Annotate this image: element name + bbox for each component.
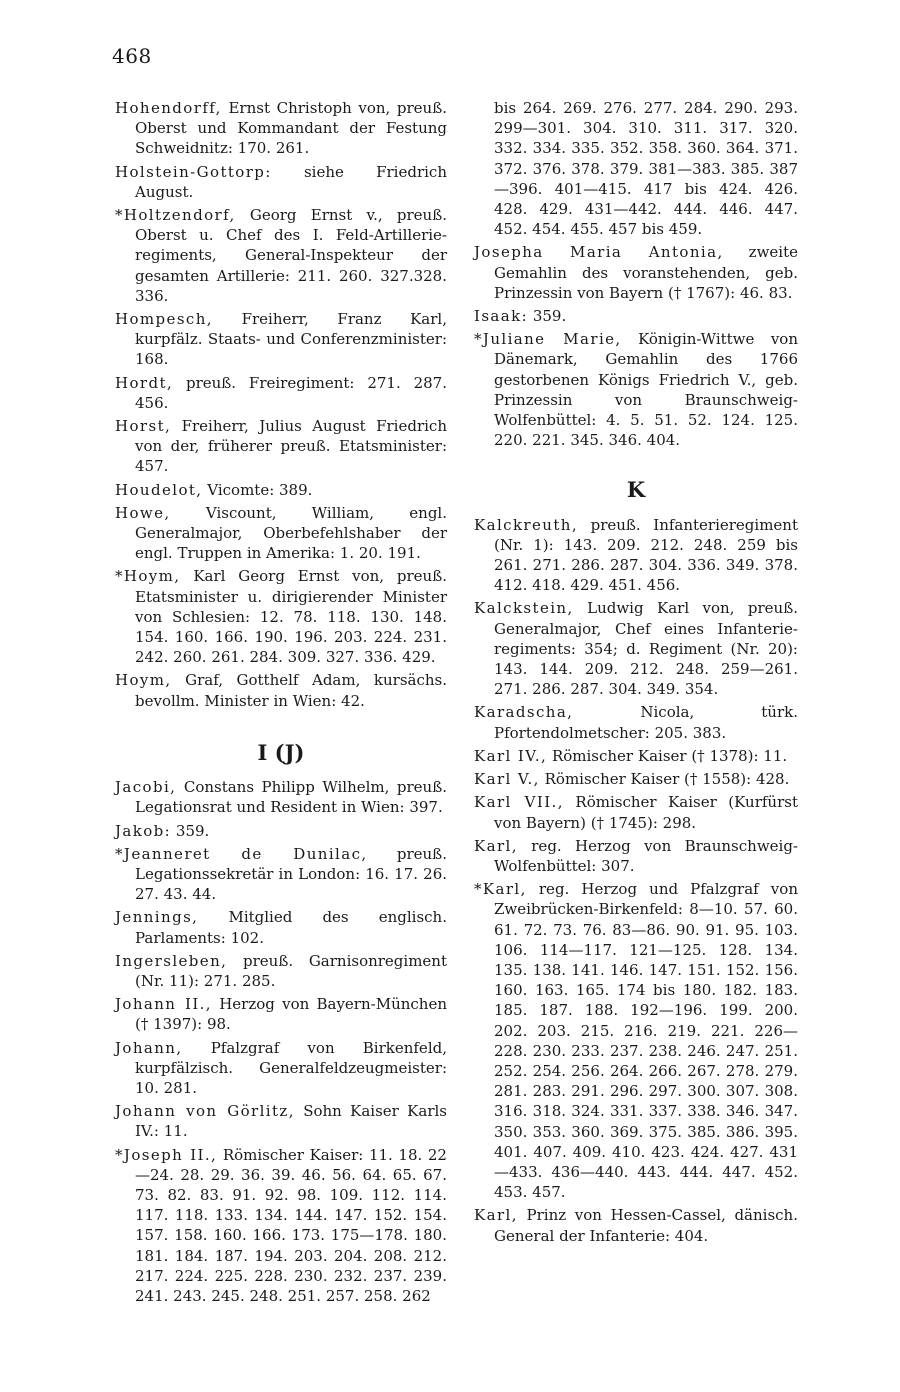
entry-text: Römischer Kaiser († 1558): 428. <box>544 770 790 789</box>
index-entry <box>474 746 798 766</box>
index-entry <box>115 98 447 159</box>
entry-text: preuß. Legationssekretär in London: 16. 17. 26. 27. 43. 44. <box>135 844 447 904</box>
entry-heading: Horst, <box>115 417 172 436</box>
entry-heading: *Juliane Marie, <box>474 330 622 349</box>
entry-heading: Hordt, <box>115 373 174 392</box>
left-column <box>115 98 447 1309</box>
entry-heading: Johann, <box>115 1038 183 1057</box>
index-entry <box>474 515 798 596</box>
index-entry <box>115 821 447 841</box>
entry-heading: Karadscha, <box>474 703 574 722</box>
index-entry <box>474 598 798 699</box>
index-entry <box>474 769 798 789</box>
entry-text: siehe Friedrich August. <box>135 162 447 201</box>
index-entry <box>115 480 447 500</box>
entry-heading: *Joseph II., <box>115 1145 218 1164</box>
entry-heading: Jakob: <box>115 821 172 840</box>
entry-heading: Johann von Görlitz, <box>115 1102 295 1121</box>
section-heading-k: K <box>626 477 646 503</box>
index-entry <box>474 306 798 326</box>
entry-text: 359. <box>532 307 567 326</box>
index-entry <box>115 994 447 1034</box>
index-entry <box>115 1038 447 1099</box>
index-entry <box>115 777 447 817</box>
index-entry <box>115 373 447 413</box>
page-number: 468 <box>112 44 152 68</box>
entry-heading: *Karl, <box>474 880 527 899</box>
index-list-j <box>474 242 798 450</box>
index-list-i <box>115 777 447 1306</box>
entry-heading: Karl V., <box>474 770 540 789</box>
entry-text: Nicola, türk. Pfortendolmetscher: 205. 383. <box>494 703 798 742</box>
entry-text: preuß. Garnisonregiment (Nr. 11): 271. 285. <box>135 951 447 990</box>
index-list-h <box>115 98 447 711</box>
entry-text: Prinz von Hessen-Cassel, dänisch. General der Infanterie: 404. <box>494 1206 798 1245</box>
entry-heading: Kalckstein, <box>474 599 574 618</box>
entry-text: Sohn Kaiser Karls IV.: 11. <box>135 1102 447 1141</box>
entry-heading: Karl, <box>474 836 518 855</box>
entry-text: Römischer Kaiser († 1378): 11. <box>551 746 788 765</box>
entry-heading: Kalckreuth, <box>474 515 579 534</box>
entry-text: Graf, Gotthelf Adam, kursächs. bevollm. Minister in Wien: 42. <box>135 671 447 710</box>
index-entry <box>115 670 447 710</box>
index-entry <box>115 205 447 306</box>
index-entry <box>115 503 447 564</box>
entry-text: Römischer Kaiser (Kurfürst von Bayern) († 1745): 298. <box>494 793 798 832</box>
entry-heading: Josepha Maria Antonia, <box>474 243 724 262</box>
index-entry <box>115 1101 447 1141</box>
entry-heading: Hohendorff, <box>115 99 222 117</box>
index-entry <box>474 836 798 876</box>
entry-heading: Howe, <box>115 503 171 522</box>
entry-text: Pfalzgraf von Birkenfeld, kurpfälzisch. Generalfeldzeugmeister: 10. 281. <box>135 1038 447 1097</box>
entry-text: Viscount, William, engl. Generalmajor, Oberbefehlshaber der engl. Truppen in Amerika: 1. 20. 191. <box>135 503 447 563</box>
entry-heading: Isaak: <box>474 307 529 326</box>
entry-text: 359. <box>175 821 210 840</box>
entry-text: Mitglied des englisch. Parlaments: 102. <box>135 908 447 947</box>
entry-text: Karl Georg Ernst von, preuß. Etatsminister u. dirigierender Minister von Schlesien: 12. 78. 118. 130. 148. 154. 160. 166. 190. 196. 203. 224. 231. 242. 260. 261. 284. 309. 327. 336. 429. <box>135 567 447 667</box>
entry-text: Georg Ernst v., preuß. Oberst u. Chef des I. Feld-Artillerie-regiments, General-Inspekteur der gesamten Artillerie: 211. 260. 327.328. 336. <box>135 206 447 305</box>
entry-text: Ludwig Karl von, preuß. Generalmajor, Chef eines Infanterie-regiments: 354; d. Regiment (Nr. 20): 143. 144. 209. 212. 248. 259—261. 271. 286. 287. 304. 349. 354. <box>494 599 798 699</box>
index-entry <box>115 309 447 370</box>
entry-heading: *Holtzendorf, <box>115 206 236 225</box>
entry-text: Freiherr, Franz Karl, kurpfälz. Staats- und Conferenzminister: 168. <box>135 310 447 369</box>
entry-text: Herzog von Bayern-München († 1397): 98. <box>135 995 447 1034</box>
entry-heading: Johann II., <box>115 995 212 1014</box>
entry-heading: Houdelot, <box>115 480 203 499</box>
right-column <box>474 98 798 1249</box>
entry-heading: Karl IV., <box>474 746 548 765</box>
continuation-entry: bis 264. 269. 276. 277. 284. 290. 293. 299—301. 304. 310. 311. 317. 320. 332. 334. 335. 352. 358. 360. 364. 371. 372. 376. 378. 379. 381—383. 385. 387—396. 401—415. 417 bis 424. 426. 428. 429. 431—442. 444. 446. 447. 452. 454. 455. 457 bis 459. <box>494 99 798 239</box>
entry-text: preuß. Infanterieregiment (Nr. 1): 143. 209. 212. 248. 259 bis 261. 271. 286. 287. 304. 336. 349. 378. 412. 418. 429. 451. 456. <box>494 515 798 595</box>
index-entry <box>115 907 447 947</box>
index-entry <box>474 879 798 1202</box>
entry-heading: Jacobi, <box>115 778 177 797</box>
entry-text: Römischer Kaiser: 11. 18. 22—24. 28. 29. 36. 39. 46. 56. 64. 65. 67. 73. 82. 83. 91. 92. 98. 109. 112. 114. 117. 118. 133. 134. 144. 147. 152. 154. 157. 158. 160. 166. 173. 175—178. 180. 181. 184. 187. 194. 203. 204. 208. 212. 217. 224. 225. 228. 230. 232. 237. 239. 241. 243. 245. 248. 251. 257. 258. 262 <box>135 1145 447 1305</box>
entry-text: reg. Herzog von Braunschweig-Wolfenbüttel: 307. <box>494 836 798 875</box>
entry-text: Constans Philipp Wilhelm, preuß. Legationsrat und Resident in Wien: 397. <box>135 778 447 817</box>
entry-text: Ernst Christoph von, preuß. Oberst und Kommandant der Festung Schweidnitz: 170. 261. <box>135 99 447 158</box>
index-entry <box>115 162 447 202</box>
entry-text: Königin-Wittwe von Dänemark, Gemahlin des 1766 gestorbenen Königs Friedrich V., geb. Prinzessin von Braunschweig-Wolfenbüttel: 4. 5. 51. 52. 124. 125. 220. 221. 345. 346. 404. <box>494 330 798 450</box>
entry-heading: Hoym, <box>115 671 172 690</box>
index-entry <box>474 1205 798 1245</box>
entry-heading: Holstein-Gottorp: <box>115 162 272 181</box>
entry-text: Vicomte: 389. <box>207 480 313 499</box>
entry-heading: Jennings, <box>115 908 199 927</box>
entry-heading: Karl, <box>474 1206 518 1225</box>
index-list-k <box>474 515 798 1246</box>
index-entry <box>115 566 447 667</box>
entry-heading: *Hoym, <box>115 567 181 586</box>
index-entry <box>115 844 447 905</box>
section-heading-i: I (J) <box>257 739 305 765</box>
index-entry <box>474 242 798 303</box>
index-entry <box>474 329 798 450</box>
index-entry <box>474 792 798 832</box>
entry-text: zweite Gemahlin des voranstehenden, geb. Prinzessin von Bayern († 1767): 46. 83. <box>494 243 798 302</box>
index-entry <box>115 1145 447 1307</box>
index-entry <box>115 416 447 477</box>
entry-text: reg. Herzog und Pfalzgraf von Zweibrücken-Birkenfeld: 8—10. 57. 60. 61. 72. 73. 76. 83—86. 90. 91. 95. 103. 106. 114—117. 121—125. 128. 134. 135. 138. 141. 146. 147. 151. 152. 156. 160. 163. 165. 174 bis 180. 182. 183. 185. 187. 188. 192—196. 199. 200. 202. 203. 215. 216. 219. 221. 226—228. 230. 233. 237. 238. 246. 247. 251. 252. 254. 256. 264. 266. 267. 278. 279. 281. 283. 291. 296. 297. 300. 307. 308. 316. 318. 324. 331. 337. 338. 346. 347. 350. 353. 360. 369. 375. 385. 386. 395. 401. 407. 409. 410. 423. 424. 427. 431—433. 436—440. 443. 444. 447. 452. 453. 457. <box>494 880 798 1202</box>
entry-heading: Ingersleben, <box>115 951 228 970</box>
index-entry <box>474 702 798 742</box>
entry-heading: Karl VII., <box>474 793 564 812</box>
entry-text: preuß. Freiregiment: 271. 287. 456. <box>135 373 447 412</box>
entry-heading: Hompesch, <box>115 310 213 329</box>
entry-text: Freiherr, Julius August Friedrich von der, früherer preuß. Etatsminister: 457. <box>135 417 447 476</box>
index-entry <box>115 951 447 991</box>
entry-heading: *Jeanneret de Dunilac, <box>115 844 368 863</box>
